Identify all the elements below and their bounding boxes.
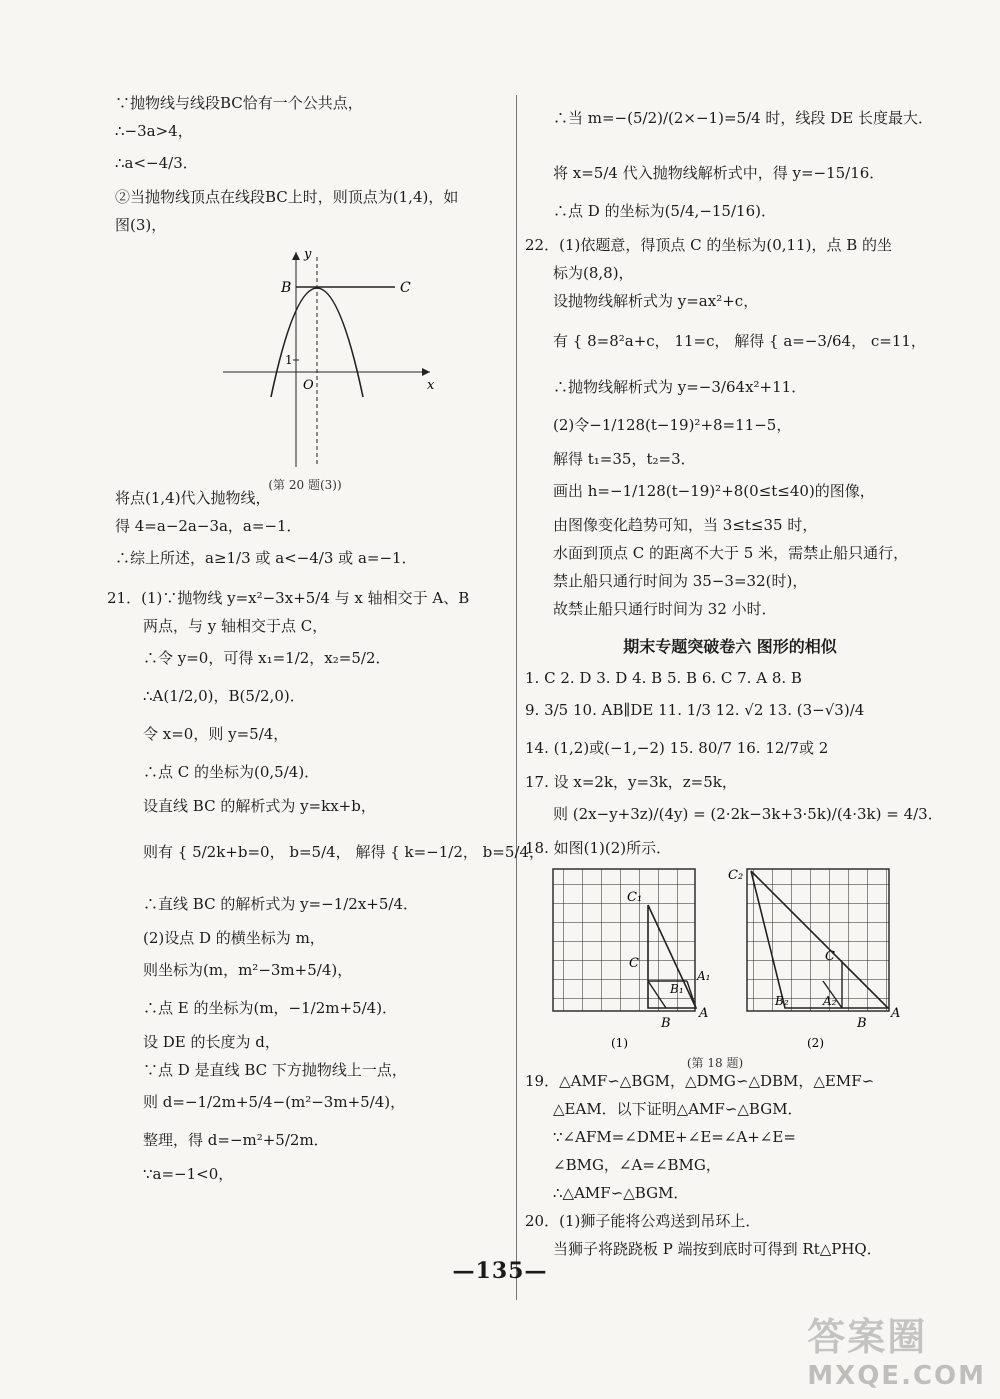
parabola-figure <box>115 242 515 492</box>
grid1-A: A <box>699 1006 709 1021</box>
q22-line: ∴抛物线解析式为 y=−3/64x²+11． <box>553 378 807 396</box>
text-line: ②当抛物线顶点在线段BC上时，则顶点为(1,4)，如 <box>115 188 459 206</box>
text-line: ∴综上所述，a≥1/3 或 a<−4/3 或 a=−1． <box>115 549 417 567</box>
text-line: ∴点 D 的坐标为(5/4,−15/16)． <box>553 202 776 220</box>
grid2-C: C <box>825 949 835 964</box>
watermark-logo <box>807 1306 986 1391</box>
q22-line: 22．(1)依题意，得顶点 C 的坐标为(0,11)，点 B 的坐 <box>525 236 893 254</box>
axis-label-y: y <box>304 247 312 262</box>
point-label-B: B <box>281 280 292 296</box>
q21-line: ∴点 E 的坐标为(m，−1/2m+5/4)． <box>143 999 398 1017</box>
grid2-C2: C₂ <box>728 868 744 883</box>
q21-line: 设 DE 的长度为 d， <box>143 1033 280 1051</box>
q22-line: 画出 h=−1/128(t−19)²+8(0≤t≤40)的图像， <box>553 482 875 500</box>
q22-line: 标为(8,8)， <box>553 264 634 282</box>
q21-line: ∵点 D 是直线 BC 下方抛物线上一点， <box>143 1061 407 1079</box>
answer-line: 9. 3/5 10. AB∥DE 11. 1/3 12. √2 13. (3−√3)/4 <box>525 701 865 719</box>
grid-drawings <box>525 865 935 1050</box>
text-line: ∴当 m=−(5/2)/(2×−1)=5/4 时，线段 DE 长度最大． <box>553 109 933 127</box>
grid1-B1: B₁ <box>670 982 684 996</box>
grid-caption: (第 18 题) <box>686 1056 744 1070</box>
answer-line: 18. 如图(1)(2)所示． <box>525 839 672 857</box>
grid2-A: A <box>891 1006 901 1021</box>
text-line: 得 4=a−2a−3a，a=−1． <box>115 517 302 535</box>
page-number: —135— <box>452 1258 548 1284</box>
q22-line: 设抛物线解析式为 y=ax²+c， <box>553 292 759 310</box>
q22-line: 解得 t₁=35，t₂=3． <box>553 450 696 468</box>
grid2-caption: (2) <box>807 1036 824 1050</box>
q21-line: ∴直线 BC 的解析式为 y=−1/2x+5/4． <box>143 895 419 913</box>
answer-line: 14. (1,2)或(−1,−2) 15. 80/7 16. 12/7或 2 <box>525 739 829 757</box>
text-line: ∴−3a>4， <box>115 122 193 140</box>
grid2-B: B <box>857 1016 867 1031</box>
figure-caption: (第 20 题(3)) <box>268 478 342 492</box>
text-line: 将 x=5/4 代入抛物线解析式中，得 y=−15/16． <box>553 164 885 182</box>
q22-line: 水面到顶点 C 的距离不大于 5 米，需禁止船只通行， <box>553 544 909 562</box>
grid-figures <box>525 865 935 1070</box>
left-column <box>107 92 544 1191</box>
grid1-caption: (1) <box>611 1036 628 1050</box>
tick-label-1: 1 <box>285 353 293 367</box>
point-label-C: C <box>400 280 411 296</box>
q21-line: 21．(1)∵抛物线 y=x²−3x+5/4 与 x 轴相交于 A、B <box>107 589 470 607</box>
q22-line: (2)令−1/128(t−19)²+8=11−5， <box>553 416 792 434</box>
grid1-A1: A₁ <box>697 969 711 983</box>
q21-line: ∴点 C 的坐标为(0,5/4)． <box>143 763 320 781</box>
text-line: 将点(1,4)代入抛物线， <box>115 489 271 507</box>
q20-line: 20．(1)狮子能将公鸡送到吊环上． <box>525 1212 761 1230</box>
grid2-A2: A₂ <box>823 994 837 1008</box>
grid1-C: C <box>629 956 639 971</box>
right-column <box>525 92 943 1266</box>
text-line: ∵抛物线与线段BC恰有一个公共点， <box>115 94 363 112</box>
grid1-B: B <box>661 1016 671 1031</box>
q19-line: ∠BMG，∠A=∠BMG， <box>553 1156 721 1174</box>
q22-line: 禁止船只通行时间为 35−3=32(时)， <box>553 572 808 590</box>
watermark-text: 答案圈 <box>807 1315 928 1359</box>
parabola-graph <box>115 242 515 472</box>
q21-line: (2)设点 D 的横坐标为 m， <box>143 929 325 947</box>
answer-line: 则 (2x−y+3z)/(4y) = (2·2k−3k+3·5k)/(4·3k) = 4/3． <box>553 805 943 823</box>
q19-line: ∴△AMF∽△BGM． <box>553 1184 689 1202</box>
answer-line: 1. C 2. D 3. D 4. B 5. B 6. C 7. A 8. B <box>525 669 802 687</box>
q21-line: 则坐标为(m，m²−3m+5/4)， <box>143 961 353 979</box>
q21-line: 两点，与 y 轴相交于点 C， <box>143 617 328 635</box>
q21-line: 整理，得 d=−m²+5/2m． <box>143 1131 329 1149</box>
q21-line: ∵a=−1<0， <box>143 1165 234 1183</box>
column-divider <box>516 95 517 1300</box>
q21-line: 设直线 BC 的解析式为 y=kx+b， <box>143 797 376 815</box>
section-title: 期末专题突破卷六 图形的相似 <box>623 637 837 656</box>
q19-line: ∵∠AFM=∠DME+∠E=∠A+∠E= <box>553 1128 796 1146</box>
axis-label-x: x <box>427 378 435 393</box>
answer-line: 17. 设 x=2k，y=3k，z=5k， <box>525 773 737 791</box>
q22-line: 由图像变化趋势可知，当 3≤t≤35 时， <box>553 516 818 534</box>
origin-label: O <box>303 378 314 393</box>
q22-line: 故禁止船只通行时间为 32 小时． <box>553 600 777 618</box>
watermark-url: MXQE.COM <box>807 1361 986 1391</box>
q21-line: 则有 { 5/2k+b=0， b=5/4， 解得 { k=−1/2， b=5/4， <box>143 843 544 861</box>
q21-line: ∴令 y=0，可得 x₁=1/2，x₂=5/2． <box>143 649 391 667</box>
q19-line: △EAM．以下证明△AMF∽△BGM． <box>553 1100 803 1118</box>
text-line: ∴a<−4/3． <box>115 154 198 172</box>
q21-line: 令 x=0，则 y=5/4， <box>143 725 289 743</box>
q20-line: 当狮子将跷跷板 P 端按到底时可得到 Rt△PHQ． <box>553 1240 882 1258</box>
q22-line: 有 { 8=8²a+c， 11=c， 解得 { a=−3/64， c=11， <box>553 332 926 350</box>
grid2-B2: B₂ <box>775 994 789 1008</box>
q21-line: 则 d=−1/2m+5/4−(m²−3m+5/4)， <box>143 1093 406 1111</box>
text-line: 图(3)， <box>115 216 167 234</box>
q19-line: 19．△AMF∽△BGM，△DMG∽△DBM，△EMF∽ <box>525 1072 875 1090</box>
q21-line: ∴A(1/2,0)，B(5/2,0)． <box>143 687 305 705</box>
grid1-C1: C₁ <box>627 890 643 905</box>
